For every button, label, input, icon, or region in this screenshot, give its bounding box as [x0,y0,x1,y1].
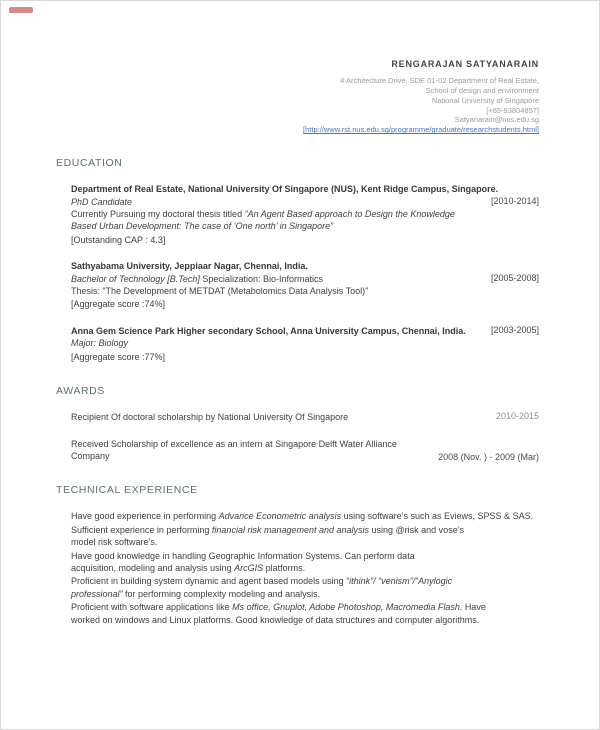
corner-watermark-mark [9,7,33,13]
text-part: using software’s such as Eviews, SPSS & SAS. [341,511,534,522]
entry-note: [Outstanding CAP : 4.3] [71,234,166,245]
technical-item-gis [71,550,461,575]
entry-degree [71,273,323,285]
phone-number: [+65-93804857] [486,105,539,115]
entry-title: Anna Gem Science Park Higher secondary School, Anna University Campus, Chennai, India. [71,325,466,336]
award-item-scholarship [71,411,539,423]
text-part-italic: “An Agent Based approach to Design the Knowledge Based Urban Development: The case of ‘One north’ in Singapore” [71,209,455,232]
education-entry-nus [71,183,539,246]
text-part: for performing complexity modeling and analysis. [122,588,321,599]
entry-major: Major: Biology [71,338,129,349]
technical-item-econometrics [71,510,539,522]
education-entry-sathyabama [71,260,539,311]
entry-description [71,208,476,233]
entry-date: [2005-2008] [490,272,539,283]
profile-link[interactable]: [http://www.rst.nus.edu.sg/programme/graduate/researchstudents.html] [303,125,539,135]
text-part-italic: Ms office, Gnuplot, Adobe Photoshop, Macromedia Flash [232,602,460,613]
entry-role-row [71,196,539,208]
entry-role-row [71,273,539,285]
text-part: Proficient with software applications like [71,602,233,613]
entry-title: Department of Real Estate, National University Of Singapore (NUS), Kent Ridge Campus, Singapore. [71,184,499,195]
text-part: using @risk and vose’s model risk software’s. [71,524,465,548]
text-part: Have good experience in performing [71,511,219,522]
address-line-1: 4 Architecture Drive, SDE 01-02 Department of Real Estate, [340,75,539,85]
education-section [56,157,539,363]
text-part-italic: “ithink”/ “venism”/“Anylogic professional” [71,576,453,599]
technical-item-risk [71,524,486,549]
email-address: Satyanarain@nus.edu.sg [454,115,539,125]
entry-note: [Aggregate score :77%] [71,351,166,362]
entry-title-row [71,325,539,337]
text-part-italic: ArcGIS [234,562,264,573]
text-part: Sufficient experience in performing [71,524,212,535]
award-item-intern [71,438,539,463]
entry-date: [2003-2005] [490,324,539,335]
person-name: RENGARAJAN SATYANARAIN [391,59,539,69]
text-part-italic: Advance Econometric analysis [218,511,342,522]
text-part: Proficient in building system dynamic and agent based models using [71,576,347,587]
award-text: Recipient Of doctoral scholarship by National University Of Singapore [71,412,349,423]
profile-link-row [56,125,539,135]
education-entry-annagem [71,325,539,363]
entry-title: Sathyabama University, Jeppiaar Nagar, Chennai, India. [71,261,308,272]
text-part: platforms. [263,562,306,573]
technical-item-software [71,601,496,626]
text-part: Specialization: Bio-Informatics [199,273,323,284]
award-date: 2010-2015 [495,411,539,422]
award-date: 2008 (Nov. ) - 2009 (Mar) [438,452,539,463]
entry-note: [Aggregate score :74%] [71,299,166,310]
education-heading: EDUCATION [56,157,123,170]
technical-experience-section [56,484,539,626]
address-line-2: School of design and environment [425,85,539,95]
technical-experience-heading: TECHNICAL EXPERIENCE [56,484,198,497]
entry-role: PhD Candidate [71,196,133,207]
technical-item-modeling [71,575,486,600]
text-part-italic: financial risk management and analysis [211,524,370,535]
address-line-3: National University of Singapore [431,95,539,105]
award-text: Received Scholarship of excellence as an intern at Singapore Delft Water Alliance Company [71,438,397,461]
text-part: . Have worked on windows and Linux platforms. Good knowledge of data structures and computer algorithms. [71,602,486,625]
entry-date: [2010-2014] [490,195,539,206]
text-part: Currently Pursuing my doctoral thesis titled [71,209,245,220]
text-part-italic: Bachelor of Technology [B.Tech] [71,273,200,284]
entry-thesis: Thesis: “The Development of METDAT (Metabolomics Data Analysis Tool)” [71,286,369,297]
contact-header [56,59,539,135]
text-part: Have good knowledge in handling Geographic Information Systems. Can perform data acquisition, modeling and analysis using [71,550,415,573]
awards-heading: AWARDS [56,385,105,398]
awards-section [56,385,539,462]
